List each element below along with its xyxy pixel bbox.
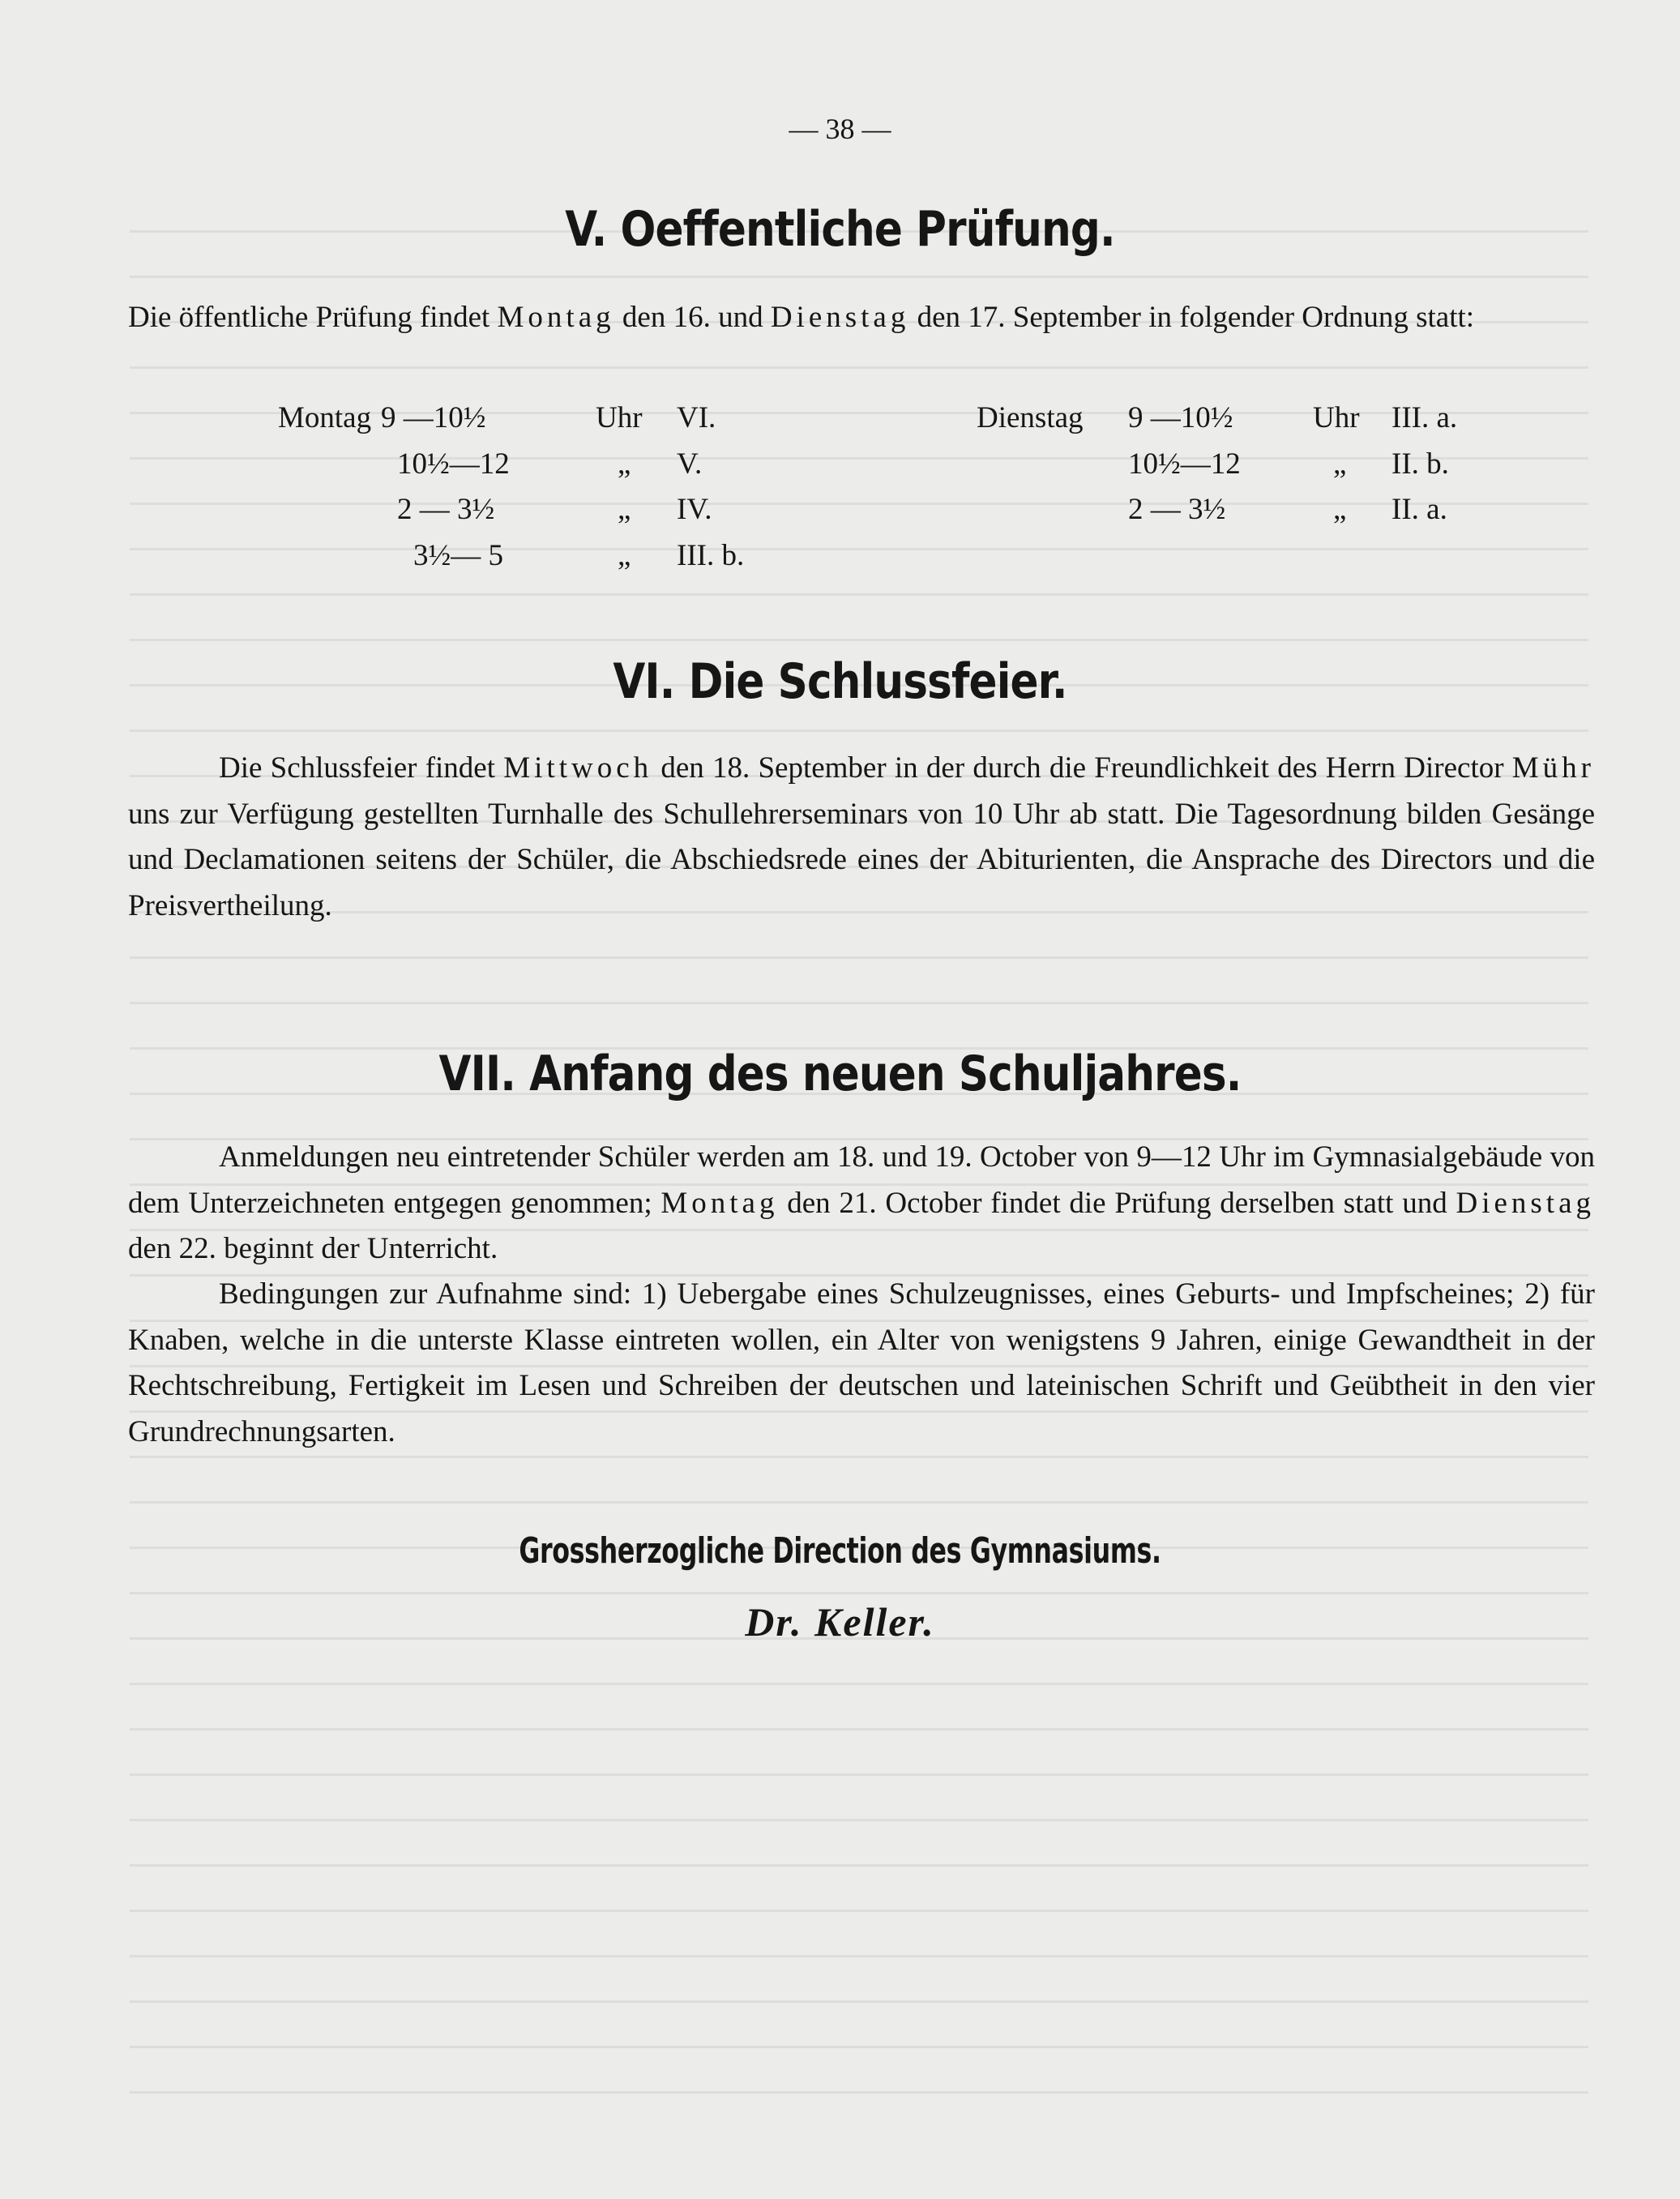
schedule-row [0, 487, 1680, 533]
section-vii-paragraph-1: Anmeldungen neu eintretender Schüler werden am 18. und 19. October von 9—12 Uhr im Gymnasialgebäude von dem Unterzeichneten entgegen genommen; Montag den 21. October findet die Prüfung derselben statt und Dienstag den 22. beginnt der Unterricht. [128, 1140, 1595, 1265]
exam-schedule [0, 396, 1680, 579]
ditto-mark: „ [1333, 447, 1347, 481]
class-left: IV. [677, 493, 712, 526]
schedule-row [0, 396, 1680, 442]
day-label-right: Dienstag [977, 401, 1084, 434]
uhr-label: Uhr [1313, 401, 1360, 434]
ditto-mark: „ [618, 538, 631, 572]
class-left: V. [677, 447, 703, 481]
class-right: III. a. [1391, 401, 1458, 434]
time-right: 9 —10½ [1128, 401, 1233, 434]
ditto-mark: „ [1333, 493, 1347, 526]
section-vi-heading: VI. Die Schlussfeier. [613, 653, 1067, 710]
signature-name: Dr. Keller. [745, 1599, 935, 1645]
class-left: III. b. [677, 538, 745, 572]
time-left: 2 — 3½ [397, 493, 495, 526]
time-left: 10½—12 [397, 447, 510, 481]
section-vi-paragraph: Die Schlussfeier findet Mittwoch den 18. September in der durch die Freundlichkeit des Herrn Director Mühr uns zur Verfügung gestellten Turnhalle des Schullehrerseminars von 10 Uhr ab statt. Die Tagesordnung bilden Gesänge und Declamationen seitens der Schüler, die Abschiedsrede eines der Abiturienten, die Ansprache des Directors und die Preisvertheilung. [128, 751, 1595, 922]
time-right: 2 — 3½ [1128, 493, 1226, 526]
class-left: VI. [677, 401, 716, 434]
schedule-row [0, 442, 1680, 488]
class-right: II. a. [1391, 493, 1447, 526]
page-number: — 38 — [789, 113, 891, 145]
section-vii-paragraph-2: Bedingungen zur Aufnahme sind: 1) Uebergabe eines Schulzeugnisses, eines Geburts- und Impfscheines; 2) für Knaben, welche in die unterste Klasse eintreten wollen, ein Alter von wenigstens 9 Jahren, einige Gewandtheit in der Rechtschreibung, Fertigkeit im Lesen und Schreiben der deutschen und lateinischen Schrift und Geübtheit in den vier Grundrechnungsarten. [128, 1277, 1595, 1448]
section-v-intro: Die öffentliche Prüfung findet Montag den 16. und Dienstag den 17. September in folgender Ordnung statt: [128, 301, 1475, 334]
class-right: II. b. [1391, 447, 1449, 481]
ditto-mark: „ [618, 447, 631, 481]
day-label-left: Montag [278, 401, 372, 434]
time-right: 10½—12 [1128, 447, 1241, 481]
schedule-row [0, 533, 1680, 580]
signature-institution: Grossherzogliche Direction des Gymnasiums. [519, 1530, 1161, 1572]
time-left: 3½— 5 [413, 538, 503, 572]
uhr-label: Uhr [596, 401, 643, 434]
ditto-mark: „ [618, 493, 631, 526]
section-vii-heading: VII. Anfang des neuen Schuljahres. [438, 1046, 1242, 1102]
time-left: 9 —10½ [381, 401, 486, 434]
section-v-heading: V. Oeffentliche Prüfung. [565, 201, 1115, 258]
